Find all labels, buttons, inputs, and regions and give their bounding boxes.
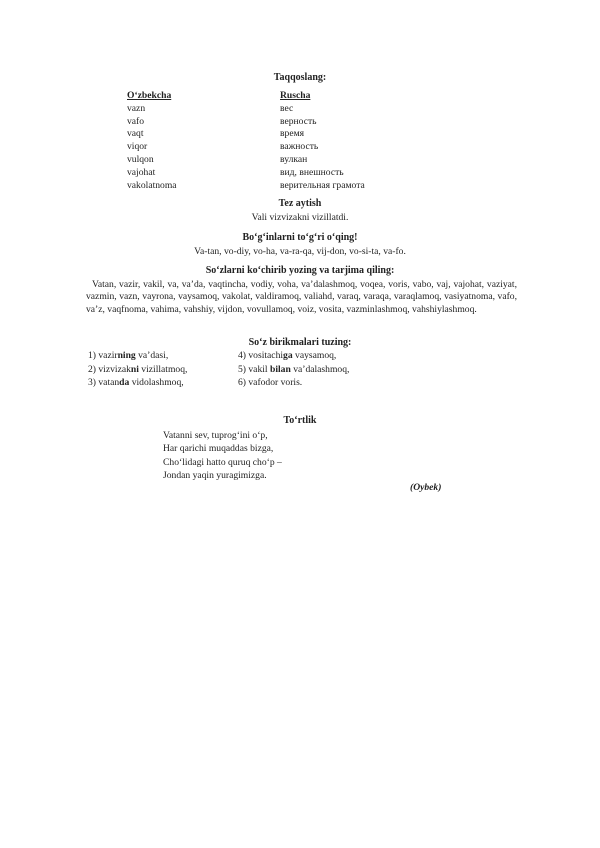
poem (163, 430, 423, 483)
vocab-uzbek-word: viqor (127, 141, 148, 153)
phrase-item: 3) vatanda vidolashmoq, (88, 377, 184, 388)
phrases-row (88, 350, 408, 364)
poem-title: To‘rtlik (283, 415, 317, 426)
vocab-row (127, 180, 387, 193)
poem-author: (Oybek) (410, 482, 442, 493)
syllables-title: Bo‘g‘inlarni to‘g‘ri o‘qing! (242, 232, 358, 243)
vocab-uzbek-word: vulqon (127, 153, 154, 165)
syllables-text: Va-tan, vo-diy, vo-ha, va-ra-qa, vij-don, vo-si-ta, va-fo. (194, 246, 406, 257)
vocab-russian-word: время (280, 128, 305, 140)
vocab-uzbek-word: vafo (127, 115, 145, 127)
vocab-uzbek-word: vaqt (127, 128, 144, 140)
phrase-item: 6) vafodor voris. (238, 377, 303, 388)
vocab-header-russian: Ruscha (280, 90, 311, 101)
phrase-item: 1) vazirning va’dasi, (88, 350, 169, 361)
vocab-uzbek-word: vazn (127, 102, 146, 114)
phrase-item: 4) vositachiga vaysamoq, (238, 350, 337, 361)
phrases-row (88, 377, 408, 391)
vocab-row (127, 103, 387, 116)
vocab-row (127, 116, 387, 129)
poem-line: Cho‘lidagi hatto quruq cho‘p – (163, 456, 282, 468)
vocab-header-uzbek: O‘zbekcha (127, 90, 172, 101)
vocab-russian-word: вес (280, 102, 294, 114)
vocab-row (127, 128, 387, 141)
phrases-title: So‘z birikmalari tuzing: (248, 337, 352, 348)
poem-line: Har qarichi muqaddas bizga, (163, 443, 274, 455)
phrase-item: 2) vizvizakni vizillatmoq, (88, 363, 188, 375)
vocab-row (127, 154, 387, 167)
poem-line: Vatanni sev, tuprog‘ini o‘p, (163, 430, 268, 441)
poem-line: Jondan yaqin yuragimizga. (163, 469, 267, 481)
vocab-russian-word: верность (280, 115, 317, 127)
vocab-russian-word: верительная грамота (280, 179, 365, 191)
tongue-twister-text: Vali vizvizakni vizillatdi. (251, 212, 349, 223)
vocab-uzbek-word: vakolatnoma (127, 179, 177, 191)
copy-translate-paragraph: Vatan, vazir, vakil, va, va’da, vaqtincha, vodiy, voha, va’dalashmoq, voqea, voris, vabo, vaj, vajohat, vaziyat, vazmin, vazn, vayrona, vaysamoq, vakolat, valdiramoq, valiahd, varaq, varaqa, varaqlamoq, vasiyatnoma, vafo, va’z, vaqfnoma, vahima, vahshiy, vijdon, vovullamoq, voiz, vosita, vazminlashmoq, vahshiylashmoq. (86, 279, 517, 315)
vocab-header-row (127, 90, 387, 103)
vocab-row (127, 167, 387, 180)
phrases-row (88, 364, 408, 378)
phrases-list (88, 350, 408, 391)
vocab-russian-word: вулкан (280, 153, 308, 165)
vocab-russian-word: важность (280, 141, 319, 153)
vocab-uzbek-word: vajohat (127, 166, 156, 178)
vocab-row (127, 141, 387, 154)
compare-title: Taqqoslang: (273, 72, 327, 83)
copy-translate-title: So‘zlarni ko‘chirib yozing va tarjima qiling: (205, 265, 395, 276)
vocab-table (127, 90, 387, 192)
tongue-twister-title: Tez aytish (278, 198, 322, 209)
vocab-russian-word: вид, внешность (280, 166, 344, 178)
phrase-item: 5) vakil bilan va’dalashmoq, (238, 363, 350, 375)
